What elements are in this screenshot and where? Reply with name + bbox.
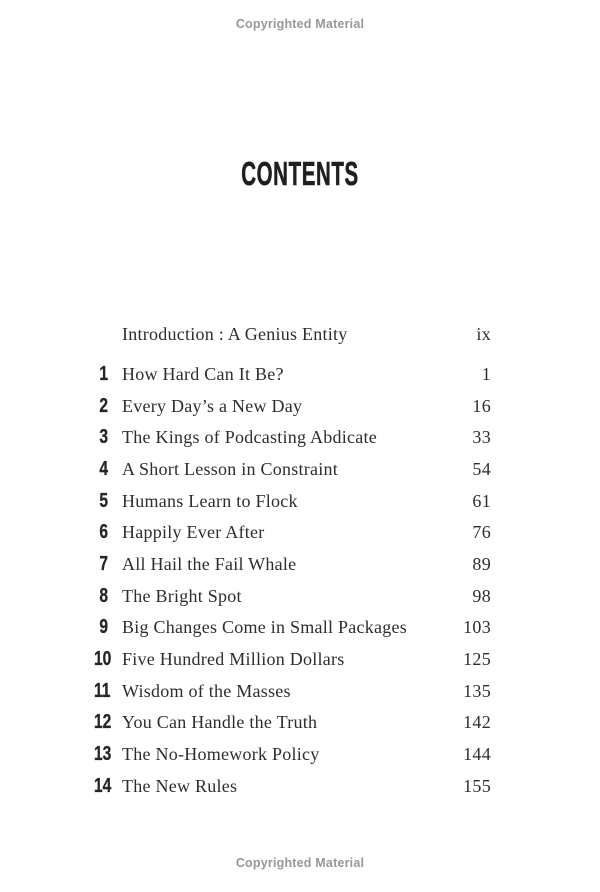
page-number: 33 [472,427,491,448]
chapter-title: The Bright Spot [122,585,242,606]
chapter-number: 11 [93,679,111,702]
chapter-title: All Hail the Fail Whale [122,554,297,574]
page-number: 103 [463,617,491,638]
toc-row [90,581,491,613]
page-number: 135 [463,680,491,701]
chapter-number: 14 [93,774,112,797]
chapter-number: 6 [99,521,108,544]
chapter-title: You Can Handle the Truth [122,712,318,733]
page-number: 89 [472,554,491,574]
chapter-title: Happily Ever After [122,522,265,543]
page-number: 98 [472,585,491,606]
copyright-notice-top: Copyrighted Material [235,17,365,31]
chapter-title: Introduction : A Genius Entity [122,324,348,344]
chapter-title: The Kings of Podcasting Abdicate [122,427,377,448]
chapter-title: Big Changes Come in Small Packages [122,617,407,638]
page-number: 144 [463,744,491,765]
chapter-title: The No-Homework Policy [122,744,320,765]
chapter-title: Wisdom of the Masses [122,680,291,701]
page-number: 54 [472,458,491,479]
toc-row [90,391,491,423]
toc-row [90,359,491,391]
page-number: 61 [472,490,491,511]
page-number: 155 [463,775,491,796]
chapter-number: 8 [99,584,108,607]
chapter-number: 9 [99,616,108,639]
table-of-contents [90,319,491,803]
chapter-number: 4 [99,457,108,480]
chapter-number: 5 [99,489,108,512]
copyright-notice-bottom: Copyrighted Material [235,856,365,870]
toc-row [90,612,491,644]
chapter-number: 7 [99,553,108,575]
toc-row [90,644,491,676]
toc-row [90,454,491,486]
chapter-number: 13 [93,743,112,766]
toc-row [90,771,491,803]
page-number: 16 [472,395,491,416]
toc-row [90,676,491,708]
page-number: 142 [463,712,491,733]
page-number: 76 [472,522,491,543]
chapter-title: A Short Lesson in Constraint [122,458,339,479]
chapter-title: The New Rules [122,775,238,796]
chapter-number: 3 [99,426,108,449]
toc-row [90,486,491,518]
toc-row [90,707,491,739]
chapter-number: 10 [93,648,112,671]
chapter-number: 12 [93,711,112,734]
page-number: 1 [481,363,491,384]
page-number: 125 [463,649,491,670]
chapter-number: 2 [99,394,108,417]
chapter-number: 1 [99,362,108,385]
toc-row [90,319,491,351]
toc-row [90,422,491,454]
toc-row [90,739,491,771]
toc-row [90,549,491,581]
chapter-title: Five Hundred Million Dollars [122,649,345,670]
chapter-title: How Hard Can It Be? [122,363,284,384]
toc-row [90,517,491,549]
page-title: CONTENTS [241,155,359,192]
chapter-title: Every Day’s a New Day [122,395,303,416]
chapter-title: Humans Learn to Flock [122,490,298,511]
page-number: ix [476,324,491,344]
